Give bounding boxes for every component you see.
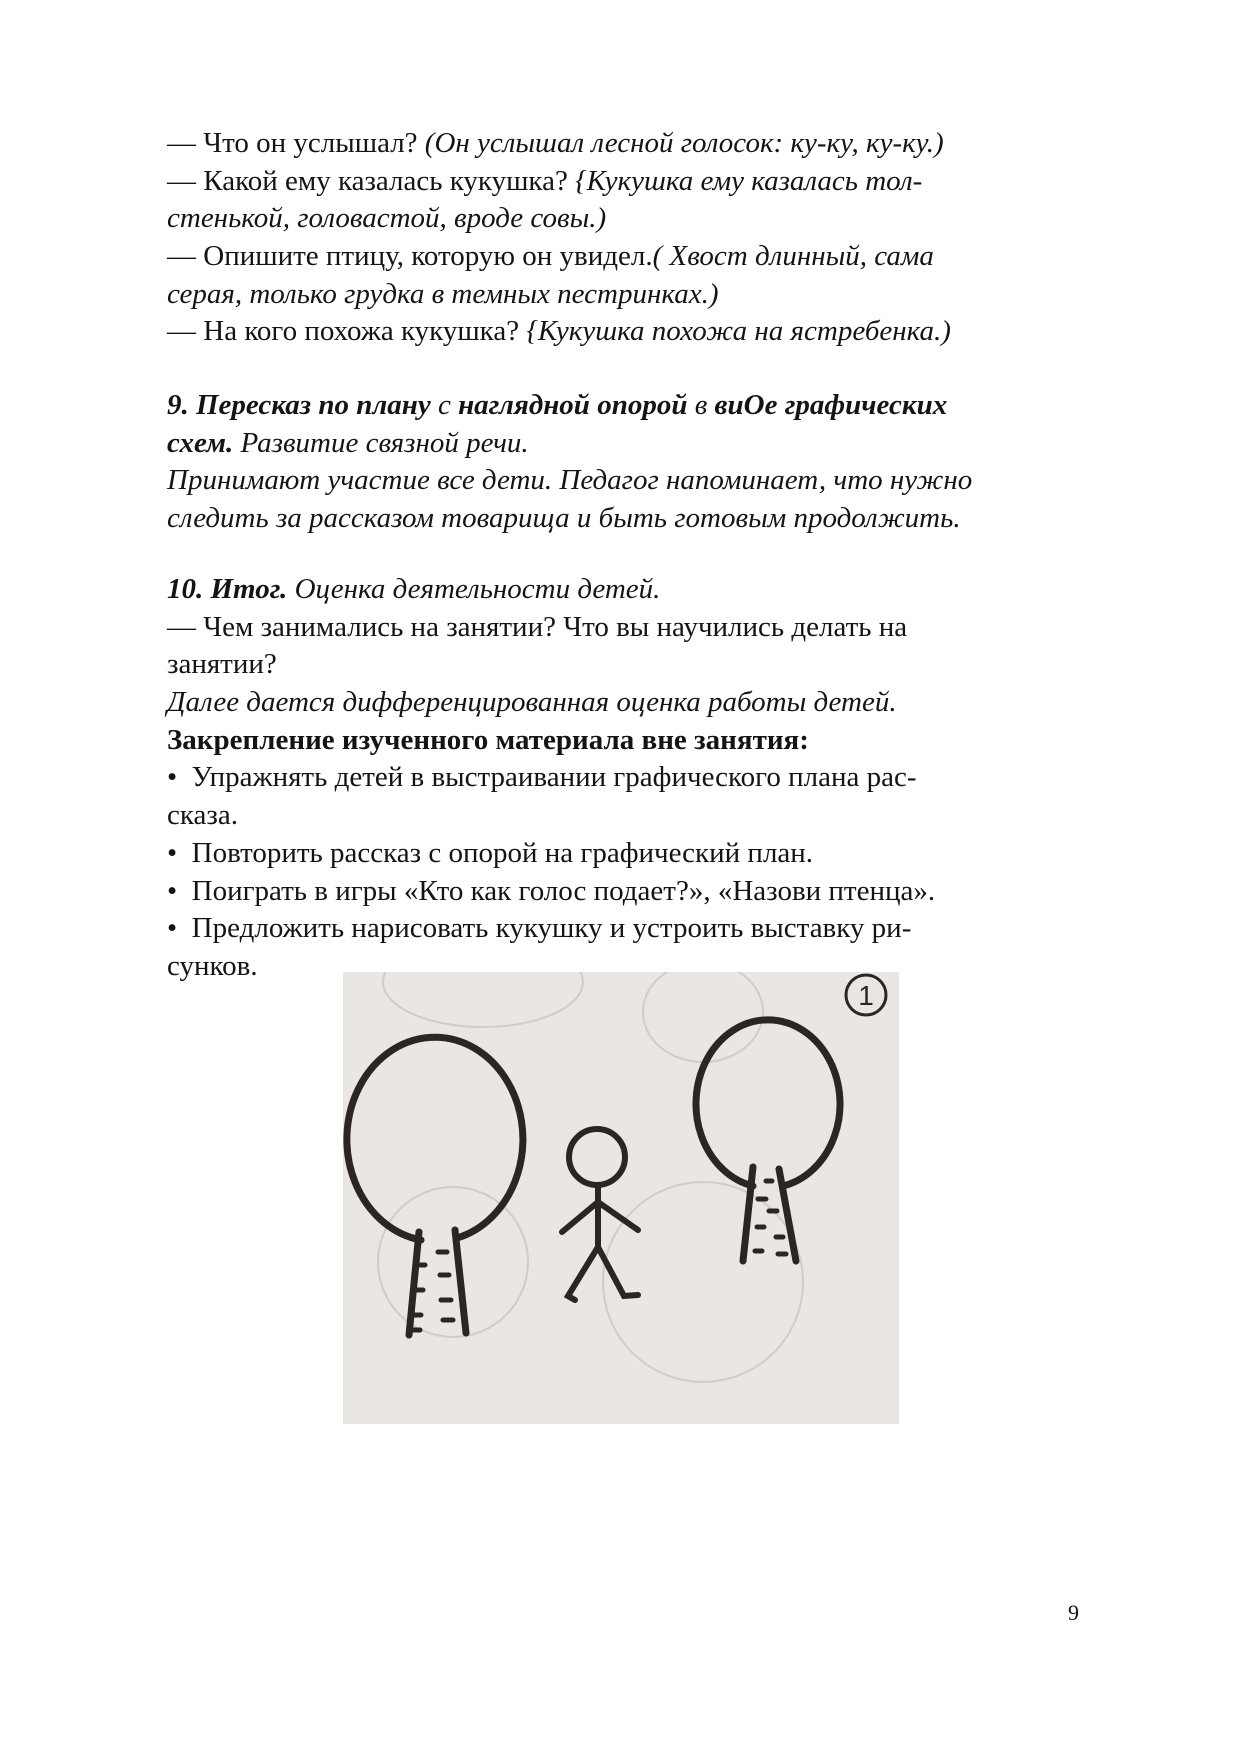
list-item: [167, 759, 1077, 797]
list-item-cont: сказа.: [167, 799, 238, 832]
answer: {Кукушка похожа на ястребенка.): [526, 315, 951, 348]
question: — Опишите птицу, которую он увидел.: [167, 240, 653, 273]
page-number: 9: [1068, 1600, 1079, 1625]
list-item-text: Упражнять детей в выстраивании графического плана рас-: [191, 761, 917, 794]
dialogue-line: [167, 125, 1077, 163]
graphic-scheme-figure: [343, 972, 899, 1424]
right-tree: [696, 1020, 840, 1261]
answer: ( Хвост длинный, сама: [652, 240, 934, 273]
heading-part: 10. Итог.: [167, 573, 288, 605]
heading-part: наглядной опорой: [450, 389, 695, 421]
list-item-cont: сунков.: [167, 949, 258, 982]
heading-part: с: [437, 389, 451, 421]
figure-drawing: [343, 972, 899, 1424]
section-heading: [167, 387, 1077, 425]
dialogue-line: [167, 163, 1077, 201]
heading-part: 9. Пересказ по плану: [167, 389, 438, 421]
dialogue-line: [167, 238, 1077, 276]
heading-part: схем.: [167, 426, 234, 459]
heading-part: в: [694, 389, 708, 421]
bullet: •: [167, 836, 178, 869]
section-heading-cont: [167, 425, 1077, 463]
tree-crown: [696, 1020, 840, 1186]
figure-head: [569, 1129, 625, 1185]
question: — На кого похожа кукушка?: [167, 315, 527, 348]
answer: {Кукушка ему казалась тол-: [575, 164, 923, 197]
stick-figure: [562, 1129, 638, 1300]
section-subtitle: Развитие связной речи.: [233, 426, 529, 459]
question: — Что он услышал?: [167, 127, 425, 159]
bullet: •: [167, 912, 178, 945]
tree-crown: [347, 1037, 523, 1240]
question-line: — Чем занимались на занятии? Что вы научились делать на: [167, 610, 908, 643]
list-item-text: Повторить рассказ с опорой на графический план.: [191, 836, 814, 869]
bullet: •: [167, 761, 178, 794]
reinforce-title: Закрепление изученного материала вне занятия:: [167, 723, 809, 756]
dialogue-line: серая, только грудка в темных пестринках.): [167, 277, 719, 310]
list-item-text: Поиграть в игры «Кто как голос подает?», «Назови птенца».: [191, 874, 936, 907]
heading-part: виОе графических: [707, 389, 948, 421]
list-item: [167, 910, 1077, 948]
note-line: следить за рассказом товарища и быть готовым продолжить.: [167, 502, 961, 535]
section-9: [167, 387, 1077, 538]
section-subtitle: Оценка деятельности детей.: [287, 573, 661, 605]
list-item-text: Предложить нарисовать кукушку и устроить выставку ри-: [191, 912, 912, 945]
answer: (Он услышал лесной голосок: ку-ку, ку-ку.): [424, 127, 944, 159]
note-line: Принимают участие все дети. Педагог напоминает, что нужно: [167, 464, 973, 497]
figure-number: 1: [858, 980, 874, 1011]
tree-trunk: [409, 1232, 419, 1335]
tree-trunk: [455, 1230, 466, 1333]
section-10: [167, 571, 1077, 986]
bullet: •: [167, 874, 178, 907]
note-line: Далее дается дифференцированная оценка работы детей.: [167, 686, 897, 719]
dialogue-line: [167, 313, 1077, 351]
bark-marks: [410, 1252, 453, 1330]
dialogue-line: стенькой, головастой, вроде совы.): [167, 202, 607, 235]
list-item: [167, 873, 1077, 911]
question-line: занятии?: [167, 648, 277, 681]
left-tree: [347, 1037, 523, 1335]
section-heading: [167, 571, 1077, 609]
list-item: [167, 835, 1077, 873]
figure-number-badge: [846, 975, 886, 1015]
question: — Какой ему казалась кукушка?: [167, 164, 576, 197]
dialogue-block: [167, 125, 1077, 351]
